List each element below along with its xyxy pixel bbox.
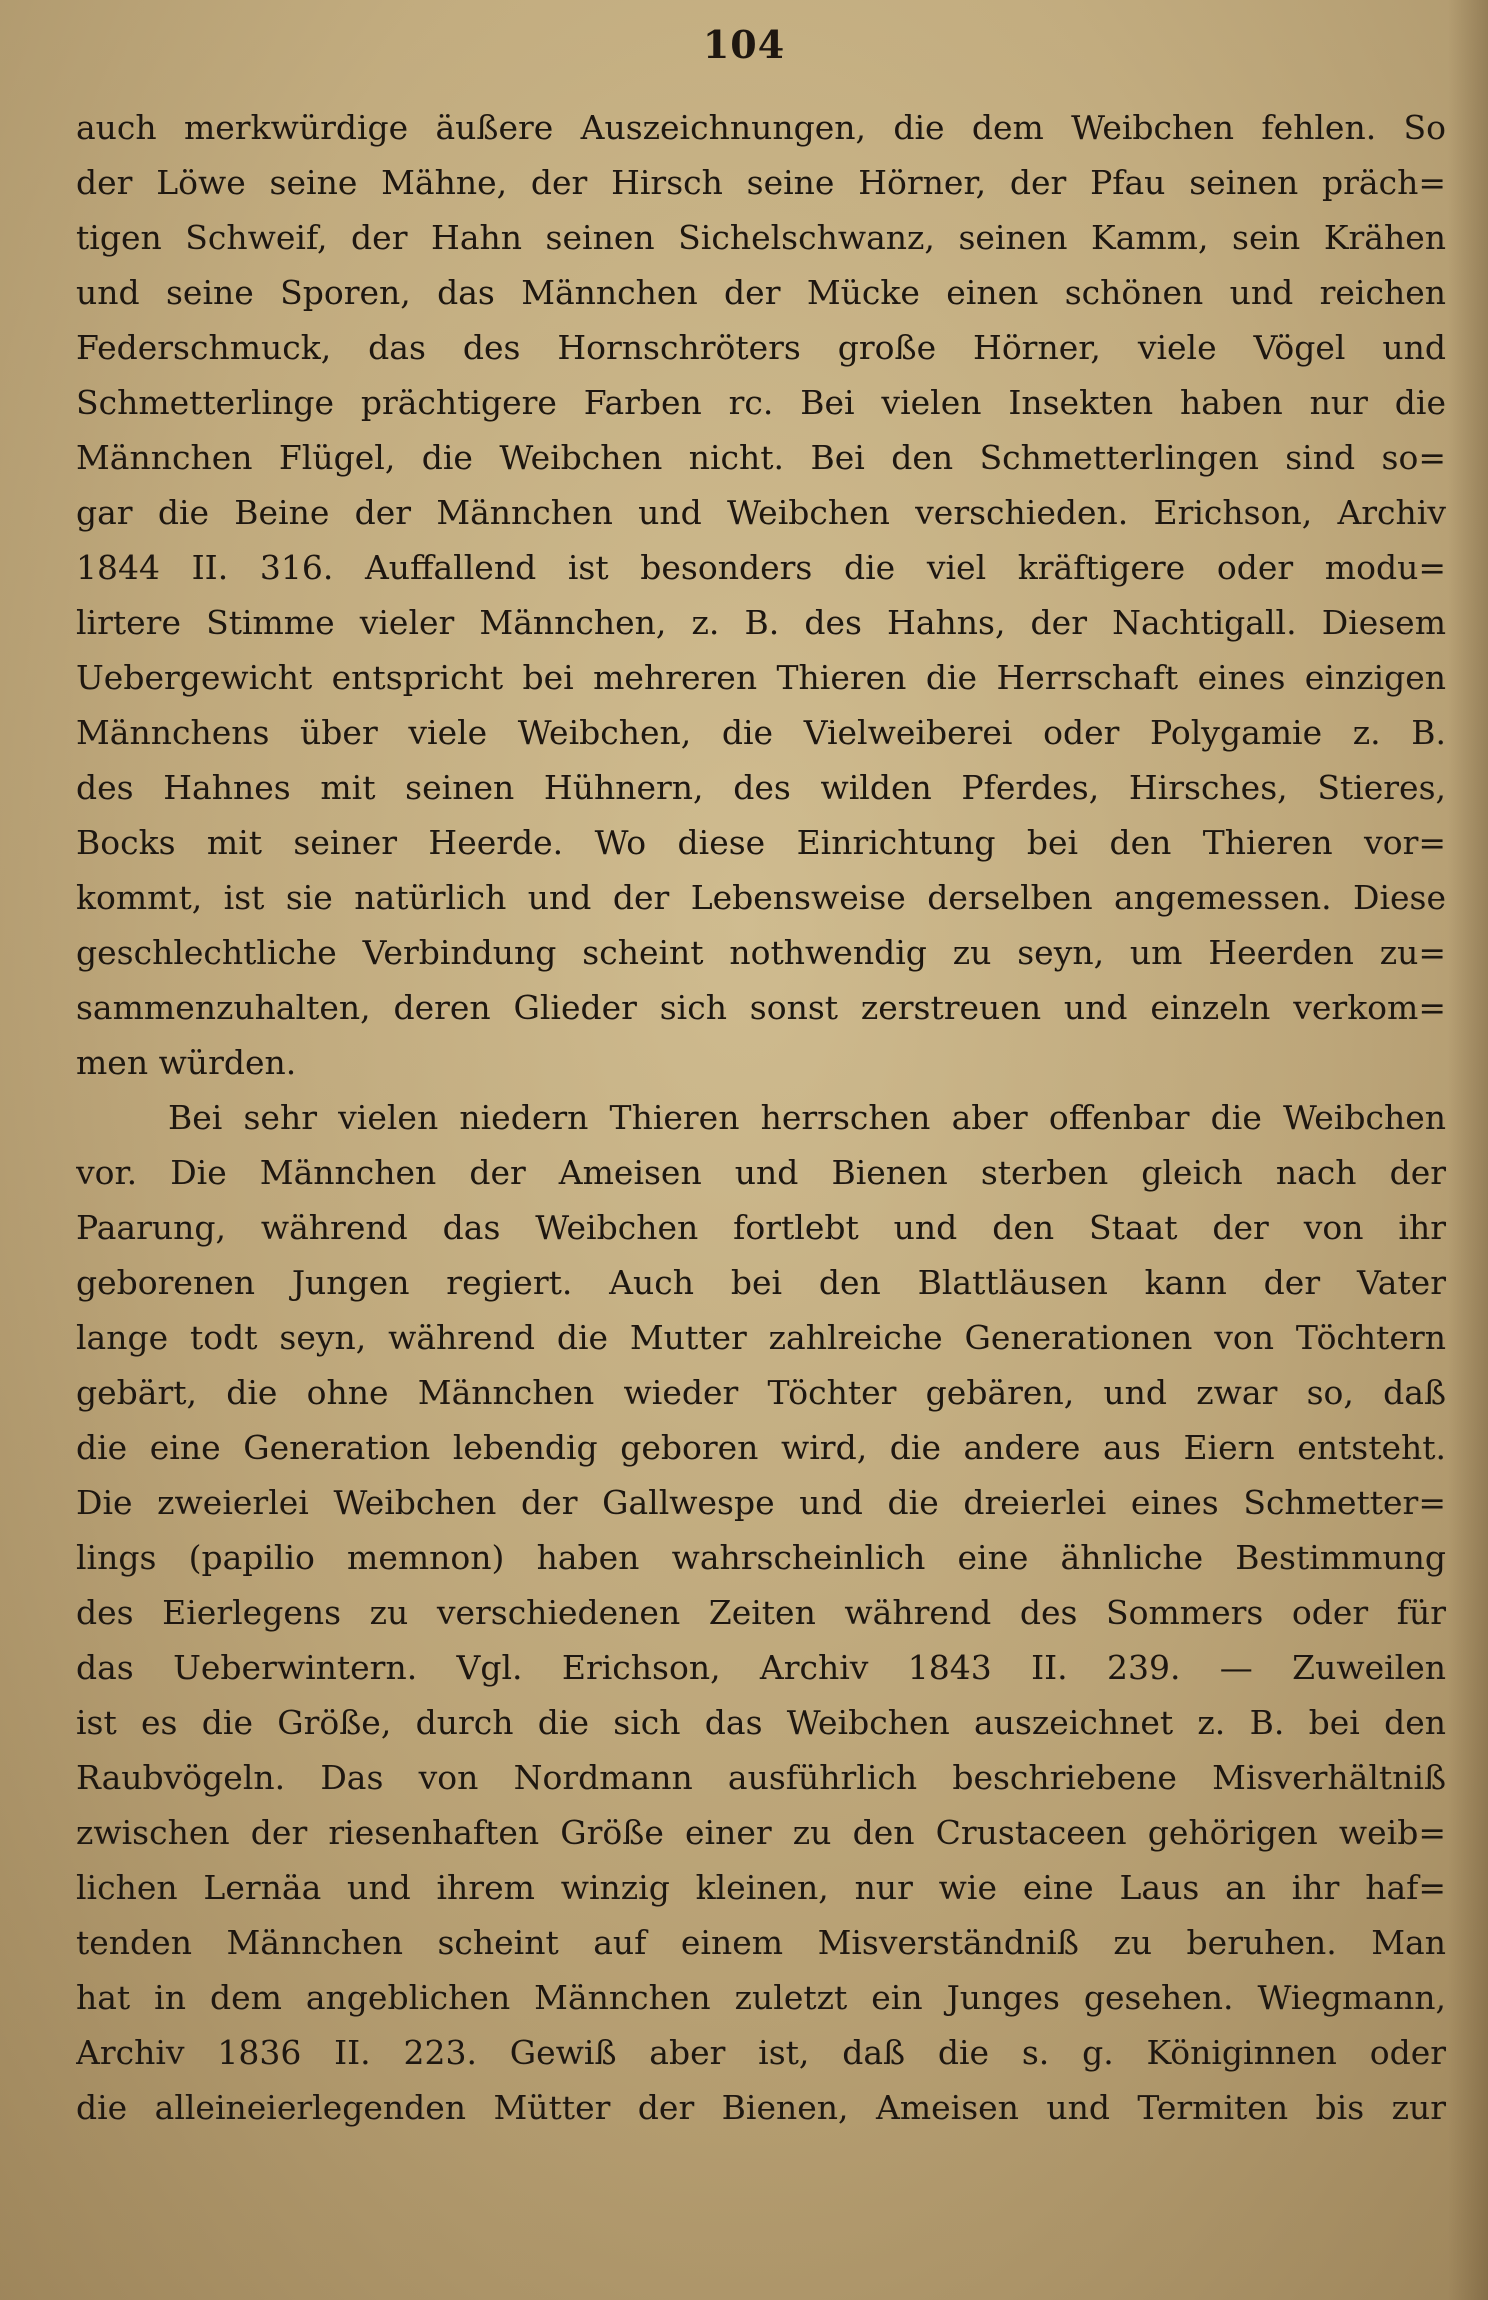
text-line: Archiv 1836 II. 223. Gewiß aber ist, daß die s. g. Königinnen oder bbox=[76, 2033, 1446, 2072]
text-line: Paarung, während das Weibchen fortlebt und den Staat der von ihr bbox=[76, 1208, 1446, 1247]
text-line: geborenen Jungen regiert. Auch bei den Blattläusen kann der Vater bbox=[76, 1263, 1446, 1302]
text-line: 1844 II. 316. Auffallend ist besonders die viel kräftigere oder modu= bbox=[76, 548, 1446, 587]
text-line: tigen Schweif, der Hahn seinen Sichelschwanz, seinen Kamm, sein Krähen bbox=[76, 218, 1446, 257]
paragraph-2 bbox=[76, 1090, 1446, 2135]
text-line: men würden. bbox=[76, 1043, 297, 1082]
text-line: das Ueberwintern. Vgl. Erichson, Archiv 1843 II. 239. — Zuweilen bbox=[76, 1648, 1446, 1687]
text-line: lange todt seyn, während die Mutter zahlreiche Generationen von Töchtern bbox=[76, 1318, 1446, 1357]
text-line: gebärt, die ohne Männchen wieder Töchter gebären, und zwar so, daß bbox=[76, 1373, 1446, 1412]
text-line: Raubvögeln. Das von Nordmann ausführlich beschriebene Misverhältniß bbox=[76, 1758, 1446, 1797]
text-line: auch merkwürdige äußere Auszeichnungen, die dem Weibchen fehlen. So bbox=[76, 108, 1446, 147]
text-line: tenden Männchen scheint auf einem Misverständniß zu beruhen. Man bbox=[76, 1923, 1446, 1962]
text-line: hat in dem angeblichen Männchen zuletzt ein Junges gesehen. Wiegmann, bbox=[76, 1978, 1446, 2017]
text-line: kommt, ist sie natürlich und der Lebensweise derselben angemessen. Diese bbox=[76, 878, 1446, 917]
text-line: sammenzuhalten, deren Glieder sich sonst zerstreuen und einzeln verkom= bbox=[76, 988, 1446, 1027]
text-line: zwischen der riesenhaften Größe einer zu den Crustaceen gehörigen weib= bbox=[76, 1813, 1446, 1852]
text-line: Federschmuck, das des Hornschröters große Hörner, viele Vögel und bbox=[76, 328, 1446, 367]
text-line: der Löwe seine Mähne, der Hirsch seine Hörner, der Pfau seinen präch= bbox=[76, 163, 1446, 202]
text-line: Uebergewicht entspricht bei mehreren Thieren die Herrschaft eines einzigen bbox=[76, 658, 1446, 697]
text-line: die alleineierlegenden Mütter der Bienen, Ameisen und Termiten bis zur bbox=[76, 2088, 1446, 2127]
text-line: lirtere Stimme vieler Männchen, z. B. des Hahns, der Nachtigall. Diesem bbox=[76, 603, 1446, 642]
text-line: geschlechtliche Verbindung scheint nothwendig zu seyn, um Heerden zu= bbox=[76, 933, 1446, 972]
text-line: des Hahnes mit seinen Hühnern, des wilden Pferdes, Hirsches, Stieres, bbox=[76, 768, 1446, 807]
text-line: Schmetterlinge prächtigere Farben rc. Bei vielen Insekten haben nur die bbox=[76, 383, 1446, 422]
text-line: Männchen Flügel, die Weibchen nicht. Bei den Schmetterlingen sind so= bbox=[76, 438, 1446, 477]
text-line: und seine Sporen, das Männchen der Mücke einen schönen und reichen bbox=[76, 273, 1446, 312]
page-number: 104 bbox=[702, 22, 786, 67]
text-line: des Eierlegens zu verschiedenen Zeiten während des Sommers oder für bbox=[76, 1593, 1446, 1632]
text-line: Bei sehr vielen niedern Thieren herrschen aber offenbar die Weibchen bbox=[168, 1098, 1446, 1137]
paragraph-1 bbox=[76, 100, 1446, 1090]
text-line: Männchens über viele Weibchen, die Vielweiberei oder Polygamie z. B. bbox=[76, 713, 1446, 752]
text-line: vor. Die Männchen der Ameisen und Bienen sterben gleich nach der bbox=[76, 1153, 1446, 1192]
text-line: Bocks mit seiner Heerde. Wo diese Einrichtung bei den Thieren vor= bbox=[76, 823, 1446, 862]
text-line: lichen Lernäa und ihrem winzig kleinen, nur wie eine Laus an ihr haf= bbox=[76, 1868, 1446, 1907]
text-line: Die zweierlei Weibchen der Gallwespe und die dreierlei eines Schmetter= bbox=[76, 1483, 1446, 1522]
text-line: lings (papilio memnon) haben wahrscheinlich eine ähnliche Bestimmung bbox=[76, 1538, 1446, 1577]
text-line: die eine Generation lebendig geboren wird, die andere aus Eiern entsteht. bbox=[76, 1428, 1446, 1467]
text-line: gar die Beine der Männchen und Weibchen verschieden. Erichson, Archiv bbox=[76, 493, 1446, 532]
body-text bbox=[76, 100, 1446, 2135]
text-line: ist es die Größe, durch die sich das Weibchen auszeichnet z. B. bei den bbox=[76, 1703, 1446, 1742]
page-edge-shadow bbox=[1448, 0, 1488, 2300]
